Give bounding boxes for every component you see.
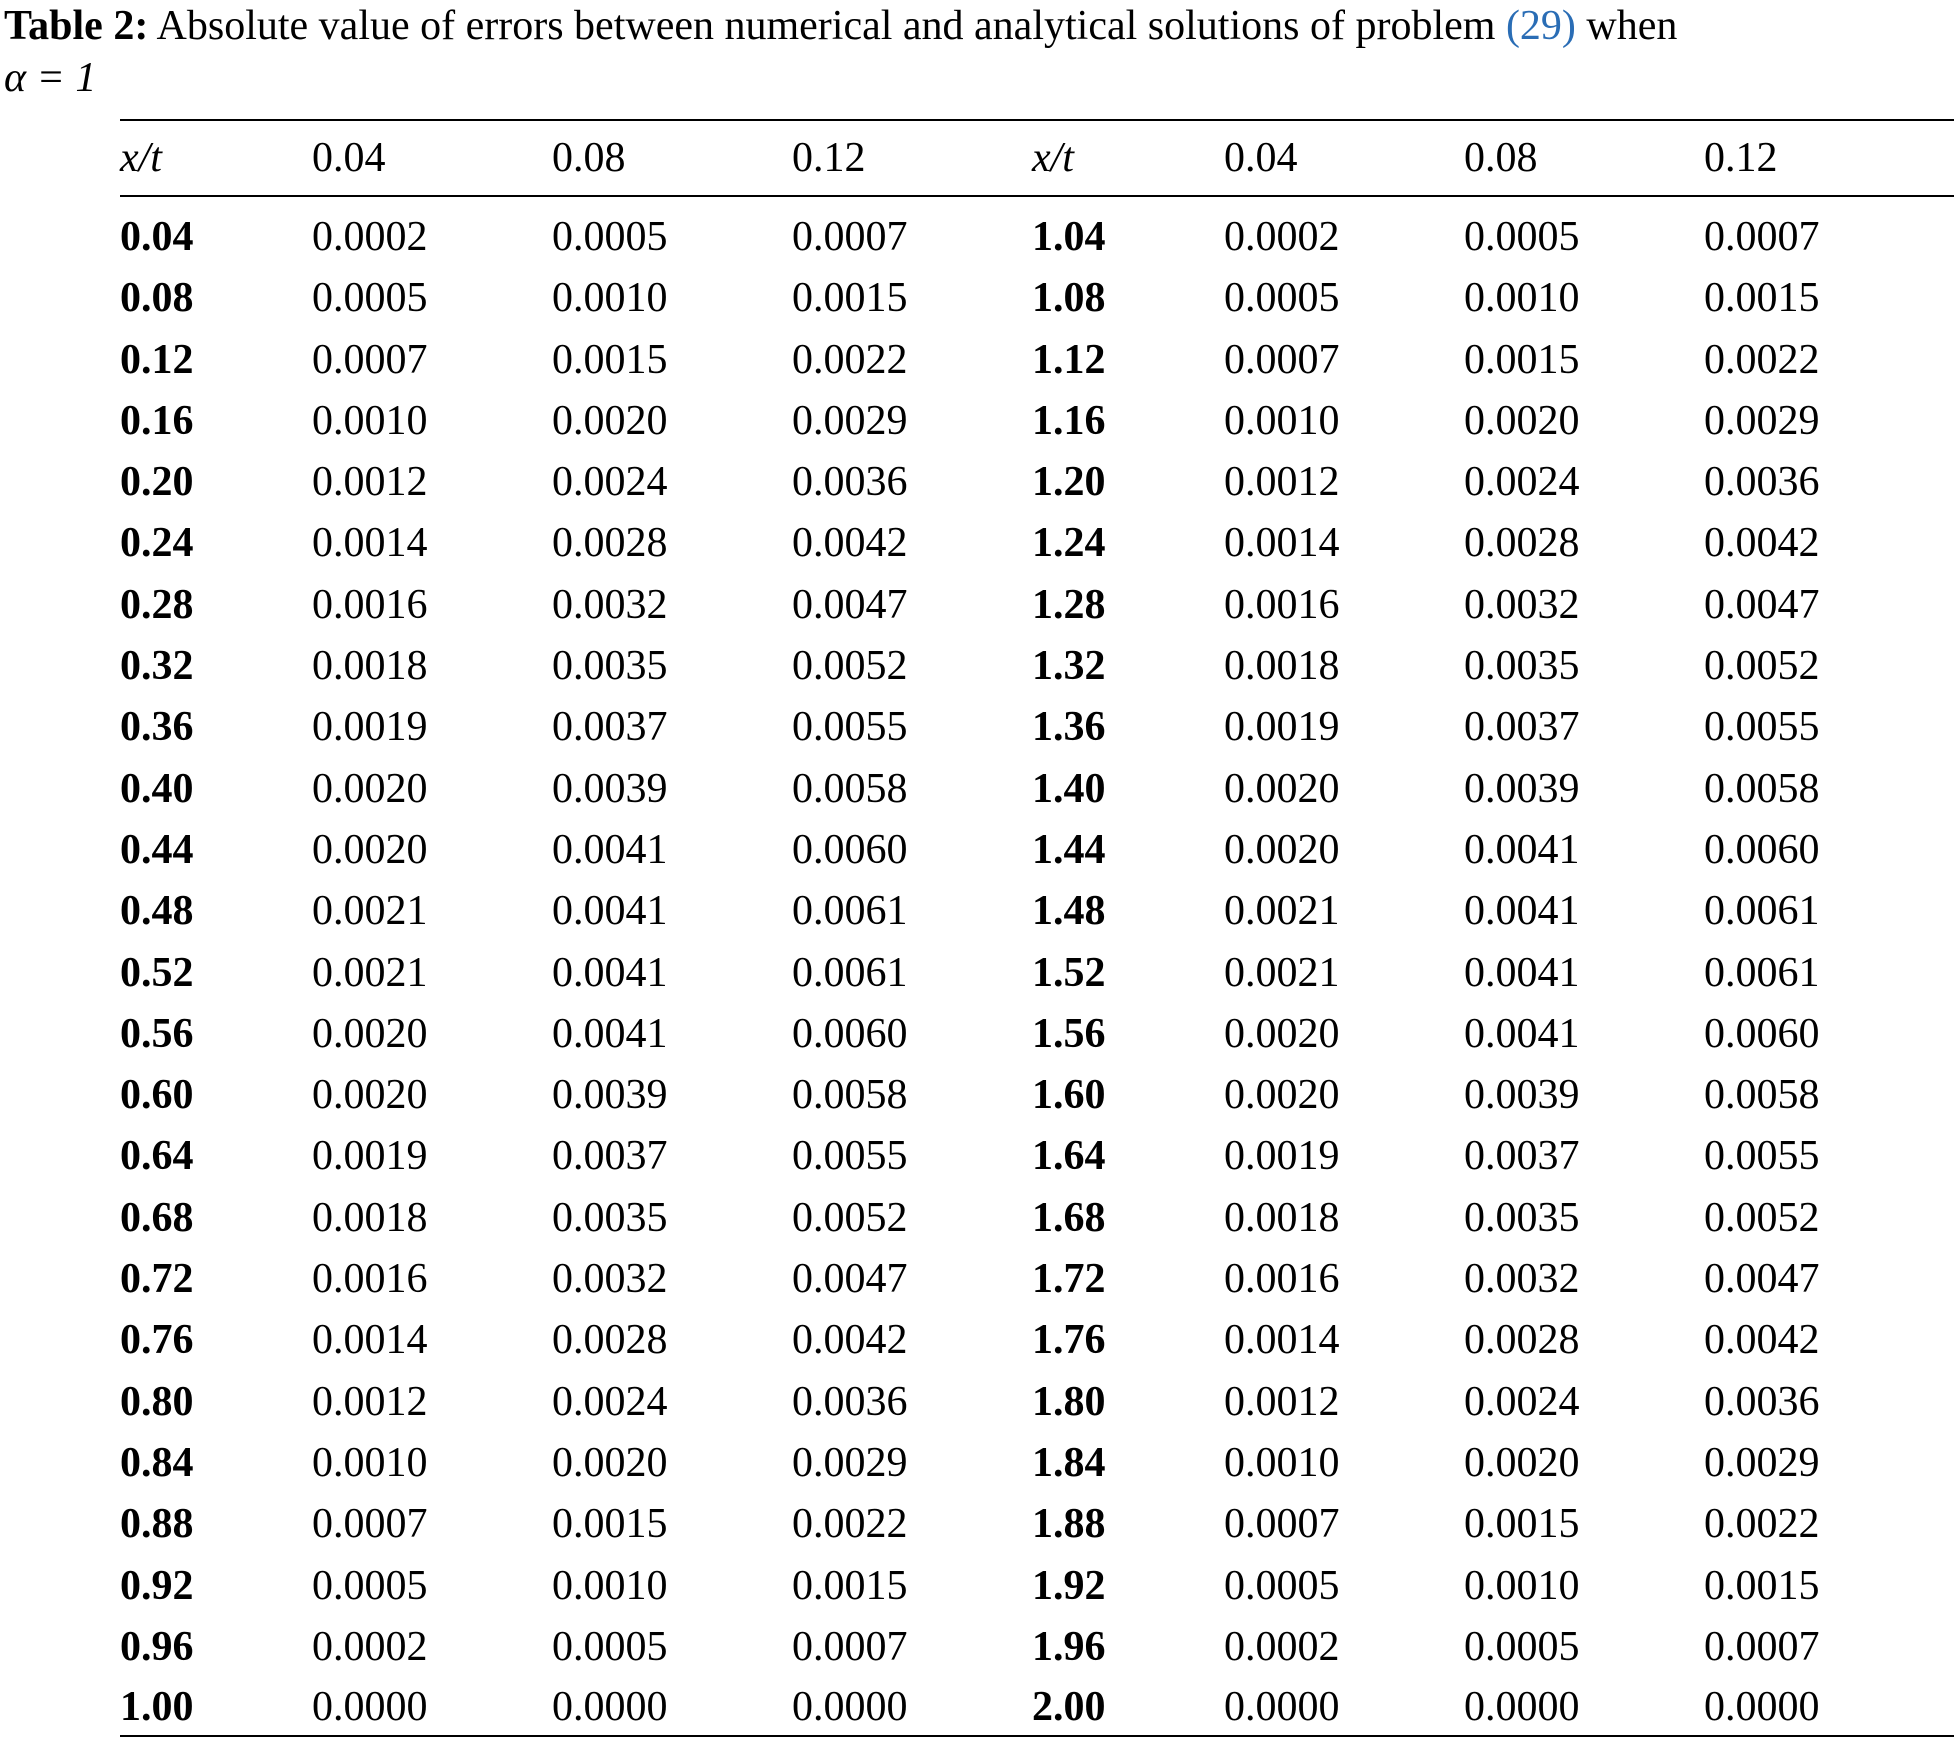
error-value-cell: 0.0020 — [312, 1010, 428, 1057]
table-body — [120, 196, 1954, 1736]
error-value-cell: 0.0041 — [552, 888, 668, 935]
error-value-cell: 0.0000 — [1704, 1684, 1820, 1731]
error-value-cell: 0.0015 — [1704, 1562, 1820, 1609]
x-value-cell: 0.36 — [120, 704, 194, 751]
error-value-cell: 0.0047 — [1704, 1256, 1820, 1303]
table-row — [120, 1430, 1954, 1491]
error-value-cell: 0.0052 — [792, 643, 908, 690]
error-value-cell: 0.0024 — [552, 1378, 668, 1425]
error-value-cell: 0.0000 — [1464, 1684, 1580, 1731]
error-table — [120, 119, 1954, 1737]
error-value-cell: 0.0010 — [1224, 1439, 1340, 1486]
error-value-cell: 0.0007 — [1224, 1501, 1340, 1548]
x-value-cell: 0.48 — [120, 888, 194, 935]
x-value-cell: 0.84 — [120, 1439, 194, 1486]
error-value-cell: 0.0032 — [1464, 1256, 1580, 1303]
error-value-cell: 0.0020 — [1464, 1439, 1580, 1486]
error-value-cell: 0.0007 — [1224, 336, 1340, 383]
error-value-cell: 0.0047 — [1704, 581, 1820, 628]
caption-condition: α = 1 — [4, 55, 97, 101]
error-value-cell: 0.0015 — [1464, 1501, 1580, 1548]
error-value-cell: 0.0032 — [1464, 581, 1580, 628]
x-value-cell: 0.20 — [120, 459, 194, 506]
x-value-cell: 1.36 — [1032, 704, 1106, 751]
caption-label: Table 2: — [4, 3, 149, 49]
error-value-cell: 0.0021 — [1224, 949, 1340, 996]
error-value-cell: 0.0041 — [1464, 1010, 1580, 1057]
error-value-cell: 0.0042 — [792, 520, 908, 567]
error-value-cell: 0.0014 — [1224, 1317, 1340, 1364]
error-value-cell: 0.0002 — [1224, 1623, 1340, 1670]
error-value-cell: 0.0005 — [552, 1623, 668, 1670]
table-row — [120, 1614, 1954, 1675]
x-value-cell: 1.20 — [1032, 459, 1106, 506]
error-value-cell: 0.0005 — [552, 214, 668, 260]
error-value-cell: 0.0042 — [1704, 520, 1820, 567]
error-value-cell: 0.0029 — [1704, 397, 1820, 444]
x-value-cell: 1.96 — [1032, 1623, 1106, 1670]
error-value-cell: 0.0010 — [552, 275, 668, 322]
error-value-cell: 0.0041 — [1464, 826, 1580, 873]
x-value-cell: 0.88 — [120, 1501, 194, 1548]
table-row — [120, 878, 1954, 939]
error-value-cell: 0.0028 — [1464, 1317, 1580, 1364]
error-value-cell: 0.0019 — [312, 704, 428, 751]
x-value-cell: 0.56 — [120, 1010, 194, 1057]
error-value-cell: 0.0020 — [1464, 397, 1580, 444]
error-value-cell: 0.0002 — [312, 214, 428, 260]
x-value-cell: 0.52 — [120, 949, 194, 996]
table-row — [120, 449, 1954, 510]
error-value-cell: 0.0018 — [312, 1194, 428, 1241]
x-value-cell: 0.44 — [120, 826, 194, 873]
error-value-cell: 0.0019 — [1224, 1133, 1340, 1180]
error-value-cell: 0.0016 — [1224, 581, 1340, 628]
x-value-cell: 0.92 — [120, 1562, 194, 1609]
error-value-cell: 0.0036 — [1704, 459, 1820, 506]
error-value-cell: 0.0020 — [1224, 1010, 1340, 1057]
error-value-cell: 0.0005 — [1464, 1623, 1580, 1670]
x-value-cell: 1.88 — [1032, 1501, 1106, 1548]
error-value-cell: 0.0036 — [792, 1378, 908, 1425]
error-value-cell: 0.0007 — [312, 1501, 428, 1548]
x-value-cell: 1.52 — [1032, 949, 1106, 996]
x-value-cell: 1.56 — [1032, 1010, 1106, 1057]
error-value-cell: 0.0037 — [552, 704, 668, 751]
error-value-cell: 0.0052 — [1704, 1194, 1820, 1241]
error-value-cell: 0.0010 — [1464, 1562, 1580, 1609]
error-value-cell: 0.0037 — [1464, 704, 1580, 751]
error-value-cell: 0.0028 — [552, 1317, 668, 1364]
error-value-cell: 0.0012 — [1224, 1378, 1340, 1425]
error-value-cell: 0.0041 — [1464, 888, 1580, 935]
error-value-cell: 0.0005 — [1224, 1562, 1340, 1609]
error-value-cell: 0.0052 — [792, 1194, 908, 1241]
error-value-cell: 0.0020 — [552, 1439, 668, 1486]
error-value-cell: 0.0014 — [1224, 520, 1340, 567]
error-value-cell: 0.0012 — [312, 1378, 428, 1425]
x-value-cell: 1.04 — [1032, 214, 1106, 260]
table-row — [120, 755, 1954, 816]
error-value-cell: 0.0035 — [1464, 1194, 1580, 1241]
error-value-cell: 0.0015 — [1704, 275, 1820, 322]
error-value-cell: 0.0035 — [552, 643, 668, 690]
table-row — [120, 510, 1954, 571]
error-value-cell: 0.0010 — [1224, 397, 1340, 444]
header-cell-time: 0.12 — [1704, 135, 1778, 181]
error-value-cell: 0.0047 — [792, 581, 908, 628]
error-value-cell: 0.0012 — [1224, 459, 1340, 506]
error-value-cell: 0.0020 — [1224, 765, 1340, 812]
table-row — [120, 633, 1954, 694]
error-value-cell: 0.0061 — [1704, 949, 1820, 996]
header-cell-time: 0.08 — [552, 135, 626, 181]
error-value-cell: 0.0014 — [312, 1317, 428, 1364]
error-value-cell: 0.0016 — [1224, 1256, 1340, 1303]
error-value-cell: 0.0037 — [552, 1133, 668, 1180]
error-value-cell: 0.0060 — [792, 1010, 908, 1057]
x-value-cell: 1.60 — [1032, 1072, 1106, 1119]
x-value-cell: 0.40 — [120, 765, 194, 812]
x-value-cell: 0.64 — [120, 1133, 194, 1180]
caption-tail: when — [1586, 3, 1678, 49]
error-value-cell: 0.0032 — [552, 581, 668, 628]
error-value-cell: 0.0029 — [1704, 1439, 1820, 1486]
error-value-cell: 0.0014 — [312, 520, 428, 567]
error-value-cell: 0.0010 — [312, 397, 428, 444]
header-cell-time: 0.04 — [312, 135, 386, 181]
x-value-cell: 0.16 — [120, 397, 194, 444]
x-value-cell: 1.16 — [1032, 397, 1106, 444]
error-value-cell: 0.0039 — [552, 1072, 668, 1119]
x-value-cell: 1.28 — [1032, 581, 1106, 628]
error-value-cell: 0.0021 — [1224, 888, 1340, 935]
x-value-cell: 1.76 — [1032, 1317, 1106, 1364]
x-value-cell: 2.00 — [1032, 1684, 1106, 1731]
header-cell-time: 0.08 — [1464, 135, 1538, 181]
error-value-cell: 0.0018 — [312, 643, 428, 690]
error-value-cell: 0.0037 — [1464, 1133, 1580, 1180]
x-value-cell: 1.84 — [1032, 1439, 1106, 1486]
error-value-cell: 0.0060 — [792, 826, 908, 873]
header-row — [120, 120, 1954, 196]
error-value-cell: 0.0021 — [312, 888, 428, 935]
error-value-cell: 0.0061 — [792, 888, 908, 935]
error-value-cell: 0.0022 — [1704, 1501, 1820, 1548]
error-value-cell: 0.0020 — [312, 1072, 428, 1119]
error-value-cell: 0.0019 — [312, 1133, 428, 1180]
error-value-cell: 0.0020 — [1224, 1072, 1340, 1119]
error-value-cell: 0.0060 — [1704, 1010, 1820, 1057]
error-value-cell: 0.0018 — [1224, 643, 1340, 690]
error-value-cell: 0.0032 — [552, 1256, 668, 1303]
error-value-cell: 0.0058 — [792, 1072, 908, 1119]
x-value-cell: 0.12 — [120, 336, 194, 383]
table-row — [120, 1675, 1954, 1736]
x-value-cell: 1.12 — [1032, 336, 1106, 383]
error-value-cell: 0.0024 — [1464, 1378, 1580, 1425]
header-cell-time: 0.12 — [792, 135, 866, 181]
error-value-cell: 0.0029 — [792, 397, 908, 444]
error-value-cell: 0.0012 — [312, 459, 428, 506]
table-row — [120, 1552, 1954, 1613]
error-value-cell: 0.0060 — [1704, 826, 1820, 873]
x-value-cell: 1.00 — [120, 1684, 194, 1731]
error-value-cell: 0.0055 — [1704, 1133, 1820, 1180]
error-value-cell: 0.0005 — [1224, 275, 1340, 322]
error-value-cell: 0.0015 — [552, 336, 668, 383]
error-value-cell: 0.0055 — [792, 1133, 908, 1180]
error-table-container — [120, 119, 1834, 1737]
error-value-cell: 0.0002 — [312, 1623, 428, 1670]
table-row — [120, 1123, 1954, 1184]
error-value-cell: 0.0041 — [552, 1010, 668, 1057]
error-value-cell: 0.0028 — [1464, 520, 1580, 567]
error-value-cell: 0.0039 — [1464, 765, 1580, 812]
header-cell-xt: x/t — [1032, 135, 1074, 181]
x-value-cell: 1.72 — [1032, 1256, 1106, 1303]
error-value-cell: 0.0007 — [312, 336, 428, 383]
error-value-cell: 0.0041 — [1464, 949, 1580, 996]
error-value-cell: 0.0058 — [792, 765, 908, 812]
x-value-cell: 0.60 — [120, 1072, 194, 1119]
error-value-cell: 0.0024 — [1464, 459, 1580, 506]
x-value-cell: 1.68 — [1032, 1194, 1106, 1241]
error-value-cell: 0.0019 — [1224, 704, 1340, 751]
error-value-cell: 0.0029 — [792, 1439, 908, 1486]
x-value-cell: 1.48 — [1032, 888, 1106, 935]
caption-text: Absolute value of errors between numerical and analytical solutions of problem — [156, 3, 1496, 49]
error-value-cell: 0.0010 — [1464, 275, 1580, 322]
error-value-cell: 0.0022 — [792, 336, 908, 383]
error-value-cell: 0.0020 — [552, 397, 668, 444]
error-value-cell: 0.0005 — [312, 275, 428, 322]
table-row — [120, 1246, 1954, 1307]
error-value-cell: 0.0007 — [792, 1623, 908, 1670]
table-row — [120, 1001, 1954, 1062]
table-row — [120, 1184, 1954, 1245]
error-value-cell: 0.0020 — [1224, 826, 1340, 873]
error-value-cell: 0.0055 — [792, 704, 908, 751]
error-value-cell: 0.0042 — [1704, 1317, 1820, 1364]
x-value-cell: 0.96 — [120, 1623, 194, 1670]
error-value-cell: 0.0002 — [1224, 214, 1340, 260]
x-value-cell: 0.24 — [120, 520, 194, 567]
error-value-cell: 0.0000 — [1224, 1684, 1340, 1731]
x-value-cell: 1.80 — [1032, 1378, 1106, 1425]
error-value-cell: 0.0007 — [1704, 1623, 1820, 1670]
error-value-cell: 0.0036 — [792, 459, 908, 506]
x-value-cell: 0.72 — [120, 1256, 194, 1303]
table-row — [120, 388, 1954, 449]
error-value-cell: 0.0015 — [792, 1562, 908, 1609]
equation-reference-link[interactable]: (29) — [1505, 3, 1576, 49]
error-value-cell: 0.0058 — [1704, 1072, 1820, 1119]
table-row — [120, 196, 1954, 265]
error-value-cell: 0.0041 — [552, 949, 668, 996]
header-cell-time: 0.04 — [1224, 135, 1298, 181]
x-value-cell: 1.32 — [1032, 643, 1106, 690]
table-row — [120, 939, 1954, 1000]
table-row — [120, 817, 1954, 878]
error-value-cell: 0.0039 — [1464, 1072, 1580, 1119]
x-value-cell: 1.64 — [1032, 1133, 1106, 1180]
error-value-cell: 0.0015 — [1464, 336, 1580, 383]
x-value-cell: 1.40 — [1032, 765, 1106, 812]
error-value-cell: 0.0047 — [792, 1256, 908, 1303]
error-value-cell: 0.0016 — [312, 1256, 428, 1303]
x-value-cell: 0.08 — [120, 275, 194, 322]
error-value-cell: 0.0055 — [1704, 704, 1820, 751]
error-value-cell: 0.0039 — [552, 765, 668, 812]
table-row — [120, 326, 1954, 387]
x-value-cell: 1.08 — [1032, 275, 1106, 322]
error-value-cell: 0.0028 — [552, 520, 668, 567]
x-value-cell: 0.76 — [120, 1317, 194, 1364]
header-cell-xt: x/t — [120, 135, 162, 181]
error-value-cell: 0.0052 — [1704, 643, 1820, 690]
error-value-cell: 0.0005 — [1464, 214, 1580, 260]
error-value-cell: 0.0020 — [312, 826, 428, 873]
table-row — [120, 1491, 1954, 1552]
error-value-cell: 0.0022 — [792, 1501, 908, 1548]
error-value-cell: 0.0042 — [792, 1317, 908, 1364]
table-row — [120, 694, 1954, 755]
error-value-cell: 0.0058 — [1704, 765, 1820, 812]
error-value-cell: 0.0000 — [792, 1684, 908, 1731]
x-value-cell: 1.92 — [1032, 1562, 1106, 1609]
x-value-cell: 1.44 — [1032, 826, 1106, 873]
table-row — [120, 571, 1954, 632]
error-value-cell: 0.0016 — [312, 581, 428, 628]
error-value-cell: 0.0035 — [1464, 643, 1580, 690]
table-row — [120, 1307, 1954, 1368]
error-value-cell: 0.0015 — [792, 275, 908, 322]
error-value-cell: 0.0007 — [1704, 214, 1820, 260]
x-value-cell: 0.68 — [120, 1194, 194, 1241]
error-value-cell: 0.0022 — [1704, 336, 1820, 383]
x-value-cell: 0.04 — [120, 214, 194, 260]
x-value-cell: 0.80 — [120, 1378, 194, 1425]
error-value-cell: 0.0020 — [312, 765, 428, 812]
error-value-cell: 0.0061 — [792, 949, 908, 996]
error-value-cell: 0.0021 — [312, 949, 428, 996]
error-value-cell: 0.0010 — [312, 1439, 428, 1486]
error-value-cell: 0.0041 — [552, 826, 668, 873]
table-caption — [4, 0, 1950, 104]
error-value-cell: 0.0036 — [1704, 1378, 1820, 1425]
x-value-cell: 1.24 — [1032, 520, 1106, 567]
error-value-cell: 0.0035 — [552, 1194, 668, 1241]
table-row — [120, 1368, 1954, 1429]
error-value-cell: 0.0007 — [792, 214, 908, 260]
error-value-cell: 0.0005 — [312, 1562, 428, 1609]
table-header — [120, 120, 1954, 196]
error-value-cell: 0.0010 — [552, 1562, 668, 1609]
table-row — [120, 1062, 1954, 1123]
x-value-cell: 0.32 — [120, 643, 194, 690]
table-row — [120, 265, 1954, 326]
error-value-cell: 0.0061 — [1704, 888, 1820, 935]
error-value-cell: 0.0000 — [552, 1684, 668, 1731]
error-value-cell: 0.0000 — [312, 1684, 428, 1731]
x-value-cell: 0.28 — [120, 581, 194, 628]
error-value-cell: 0.0018 — [1224, 1194, 1340, 1241]
error-value-cell: 0.0024 — [552, 459, 668, 506]
error-value-cell: 0.0015 — [552, 1501, 668, 1548]
